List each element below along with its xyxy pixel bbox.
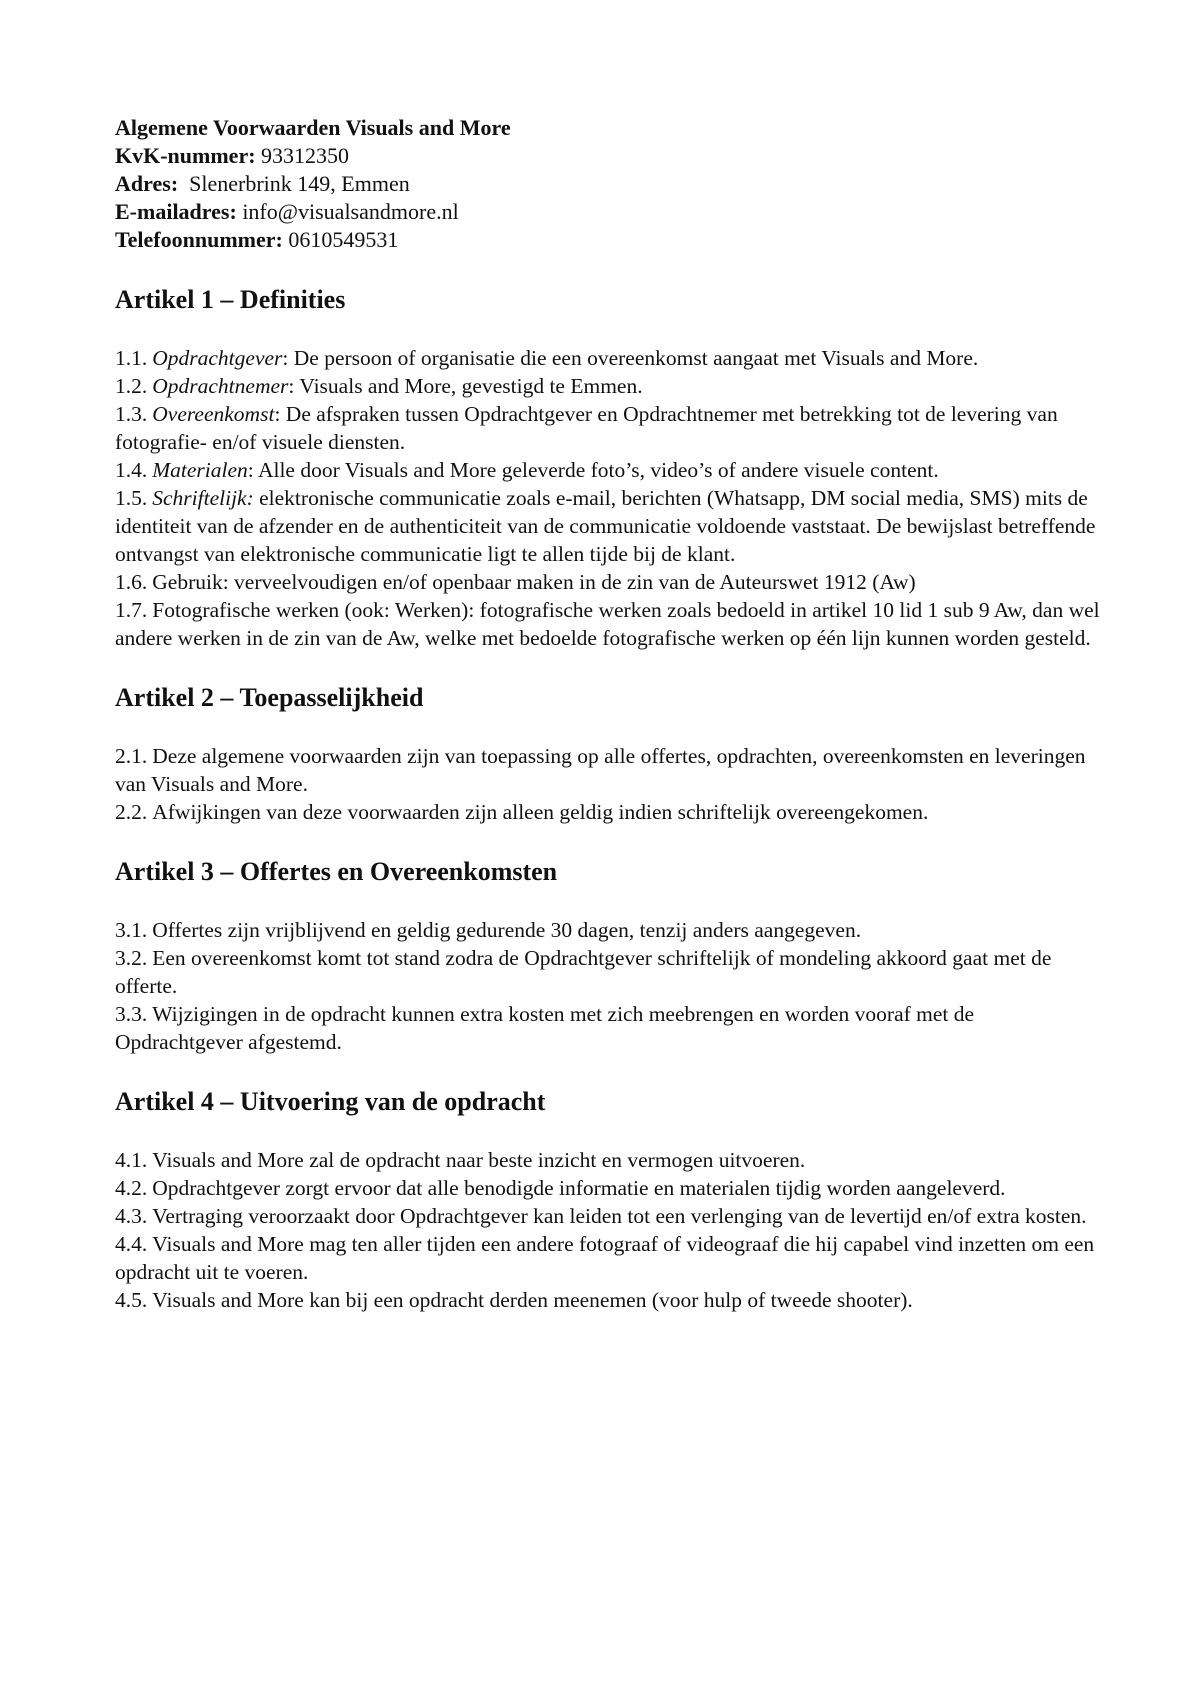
clause-number: 3.1. xyxy=(115,918,148,942)
address-label: Adres: xyxy=(115,171,179,196)
clause-text: : De persoon of organisatie die een overeenkomst aangaat met Visuals and More. xyxy=(282,346,979,370)
clause-item xyxy=(115,1000,1100,1056)
clause-item xyxy=(115,1146,1100,1174)
clause-item xyxy=(115,596,1100,652)
clause-item xyxy=(115,372,1100,400)
clause-item xyxy=(115,1230,1100,1286)
clause-item xyxy=(115,568,1100,596)
article-section xyxy=(115,1086,1100,1314)
article-title: Artikel 3 – Offertes en Overeenkomsten xyxy=(115,857,558,886)
kvk-value: 93312350 xyxy=(261,143,350,168)
clause-item xyxy=(115,400,1100,456)
clause-number: 4.5. xyxy=(115,1288,148,1312)
article-title: Artikel 2 – Toepasselijkheid xyxy=(115,683,424,712)
clause-number: 1.1. xyxy=(115,346,148,370)
articles-container xyxy=(115,284,1100,1314)
article-section xyxy=(115,682,1100,826)
clause-item xyxy=(115,1286,1100,1314)
article-title: Artikel 4 – Uitvoering van de opdracht xyxy=(115,1087,546,1116)
clause-number: 4.2. xyxy=(115,1176,148,1200)
article-section xyxy=(115,284,1100,652)
clause-text: Gebruik: verveelvoudigen en/of openbaar maken in de zin van de Auteurswet 1912 (Aw) xyxy=(152,570,916,594)
clause-text: Een overeenkomst komt tot stand zodra de Opdrachtgever schriftelijk of mondeling akkoord gaat met de offerte. xyxy=(115,946,1052,998)
clause-text: Wijzigingen in de opdracht kunnen extra kosten met zich meebrengen en worden vooraf met de Opdrachtgever afgestemd. xyxy=(115,1002,975,1054)
kvk-label: KvK-nummer: xyxy=(115,143,256,168)
document-content xyxy=(115,114,1100,1314)
clause-item xyxy=(115,1202,1100,1230)
phone-value: 0610549531 xyxy=(288,227,399,252)
phone-label: Telefoonnummer: xyxy=(115,227,283,252)
address-value: Slenerbrink 149, Emmen xyxy=(189,171,410,196)
clause-number: 3.3. xyxy=(115,1002,148,1026)
kvk-line xyxy=(115,142,1100,170)
clause-text: Opdrachtgever zorgt ervoor dat alle benodigde informatie en materialen tijdig worden aangeleverd. xyxy=(152,1176,1006,1200)
clause-text: Deze algemene voorwaarden zijn van toepassing op alle offertes, opdrachten, overeenkomsten en leveringen van Visuals and More. xyxy=(115,744,1086,796)
clause-number: 3.2. xyxy=(115,946,148,970)
clause-text: Visuals and More mag ten aller tijden een andere fotograaf of videograaf die hij capabel vind inzetten om een opdracht uit te voeren. xyxy=(115,1232,1095,1284)
clause-text: Afwijkingen van deze voorwaarden zijn alleen geldig indien schriftelijk overeengekomen. xyxy=(152,800,929,824)
clause-number: 1.6. xyxy=(115,570,148,594)
clause-item xyxy=(115,344,1100,372)
article-section xyxy=(115,856,1100,1056)
clause-term: Overeenkomst xyxy=(152,402,275,426)
clause-number: 2.1. xyxy=(115,744,148,768)
email-value: info@visualsandmore.nl xyxy=(242,199,459,224)
clause-text: Offertes zijn vrijblijvend en geldig gedurende 30 dagen, tenzij anders aangegeven. xyxy=(152,918,862,942)
clause-number: 1.2. xyxy=(115,374,148,398)
clause-text: : Alle door Visuals and More geleverde foto’s, video’s of andere visuele content. xyxy=(247,458,939,482)
clause-item xyxy=(115,798,1100,826)
clause-item xyxy=(115,484,1100,568)
clause-text: : De afspraken tussen Opdrachtgever en Opdrachtnemer met betrekking tot de levering van fotografie- en/of visuele diensten. xyxy=(115,402,1058,454)
clause-number: 1.7. xyxy=(115,598,148,622)
clause-term: Opdrachtnemer xyxy=(152,374,289,398)
phone-line xyxy=(115,226,1100,254)
clause-number: 4.4. xyxy=(115,1232,148,1256)
clause-text: : Visuals and More, gevestigd te Emmen. xyxy=(288,374,643,398)
clause-text: Fotografische werken (ook: Werken): fotografische werken zoals bedoeld in artikel 10 lid 1 sub 9 Aw, dan wel andere werken in de zin van de Aw, welke met bedoelde fotografische werken op één lijn kunnen worden gesteld. xyxy=(115,598,1100,650)
clause-term: Opdrachtgever xyxy=(152,346,283,370)
article-title: Artikel 1 – Definities xyxy=(115,285,346,314)
clause-number: 4.3. xyxy=(115,1204,148,1228)
clause-text: Visuals and More kan bij een opdracht derden meenemen (voor hulp of tweede shooter). xyxy=(152,1288,913,1312)
clause-number: 2.2. xyxy=(115,800,148,824)
clause-text: Vertraging veroorzaakt door Opdrachtgever kan leiden tot een verlenging van de levertijd en/of extra kosten. xyxy=(152,1204,1087,1228)
clause-text: Visuals and More zal de opdracht naar beste inzicht en vermogen uitvoeren. xyxy=(152,1148,806,1172)
clause-term: Schriftelijk: xyxy=(152,486,254,510)
clause-number: 1.5. xyxy=(115,486,148,510)
address-line xyxy=(115,170,1100,198)
clause-item xyxy=(115,916,1100,944)
document-title: Algemene Voorwaarden Visuals and More xyxy=(115,115,511,140)
company-header xyxy=(115,114,1100,254)
clause-item xyxy=(115,1174,1100,1202)
clause-number: 4.1. xyxy=(115,1148,148,1172)
clause-term: Materialen xyxy=(152,458,248,482)
clause-text: elektronische communicatie zoals e-mail, berichten (Whatsapp, DM social media, SMS) mits de identiteit van de afzender en de authenticiteit van de communicatie voldoende vaststaat. De bewijslast betreffende ontvangst van elektronische communicatie ligt te allen tijde bij de klant. xyxy=(115,486,1096,566)
email-label: E-mailadres: xyxy=(115,199,237,224)
clause-number: 1.3. xyxy=(115,402,148,426)
clause-item xyxy=(115,944,1100,1000)
email-line xyxy=(115,198,1100,226)
clause-item xyxy=(115,742,1100,798)
clause-number: 1.4. xyxy=(115,458,148,482)
clause-item xyxy=(115,456,1100,484)
